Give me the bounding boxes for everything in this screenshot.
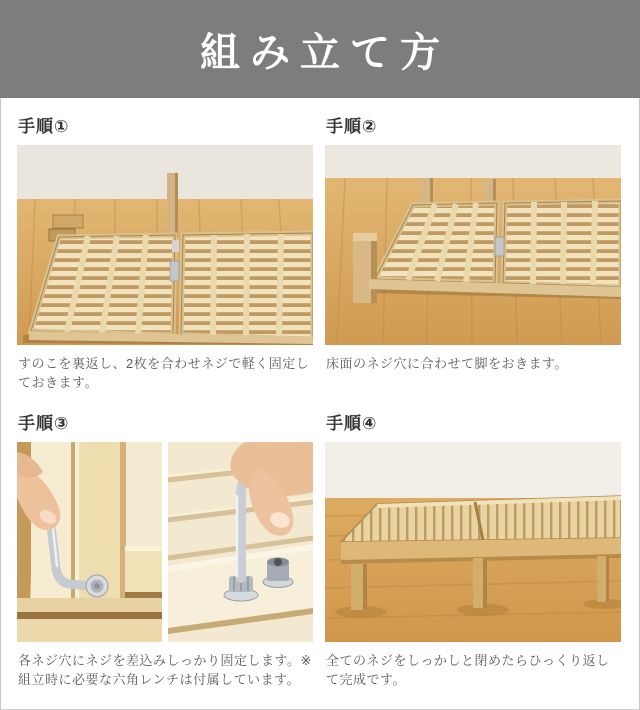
step-3-label: 手順③ xyxy=(18,414,70,433)
step-3-photo xyxy=(17,442,313,642)
step-1-section xyxy=(17,117,313,392)
step-2-section xyxy=(325,117,621,392)
step-1-label: 手順① xyxy=(18,117,70,136)
step-1-caption: すのこを裏返し、2枚を合わせネジで軽く固定しておきます。 xyxy=(18,356,310,390)
step-2-label: 手順② xyxy=(326,117,378,136)
step-4-photo xyxy=(325,442,621,642)
page-header xyxy=(0,0,640,98)
step-4-section xyxy=(325,414,621,689)
step-3-caption: 各ネジ穴にネジを差込みしっかり固定します。※組立時に必要な六角レンチは付属しています。 xyxy=(18,653,312,687)
step-2-caption: 床面のネジ穴に合わせて脚をおきます。 xyxy=(326,356,568,371)
step-3-section xyxy=(17,414,313,689)
steps-content xyxy=(0,98,640,710)
step-2-photo xyxy=(325,145,621,345)
step-1-photo xyxy=(17,145,313,345)
step-4-label: 手順④ xyxy=(326,414,378,433)
page-title: 組み立て方 xyxy=(200,30,450,75)
steps-grid xyxy=(17,117,623,689)
step-4-caption: 全てのネジをしっかしと閉めたらひっくり返して完成です。 xyxy=(326,653,610,687)
